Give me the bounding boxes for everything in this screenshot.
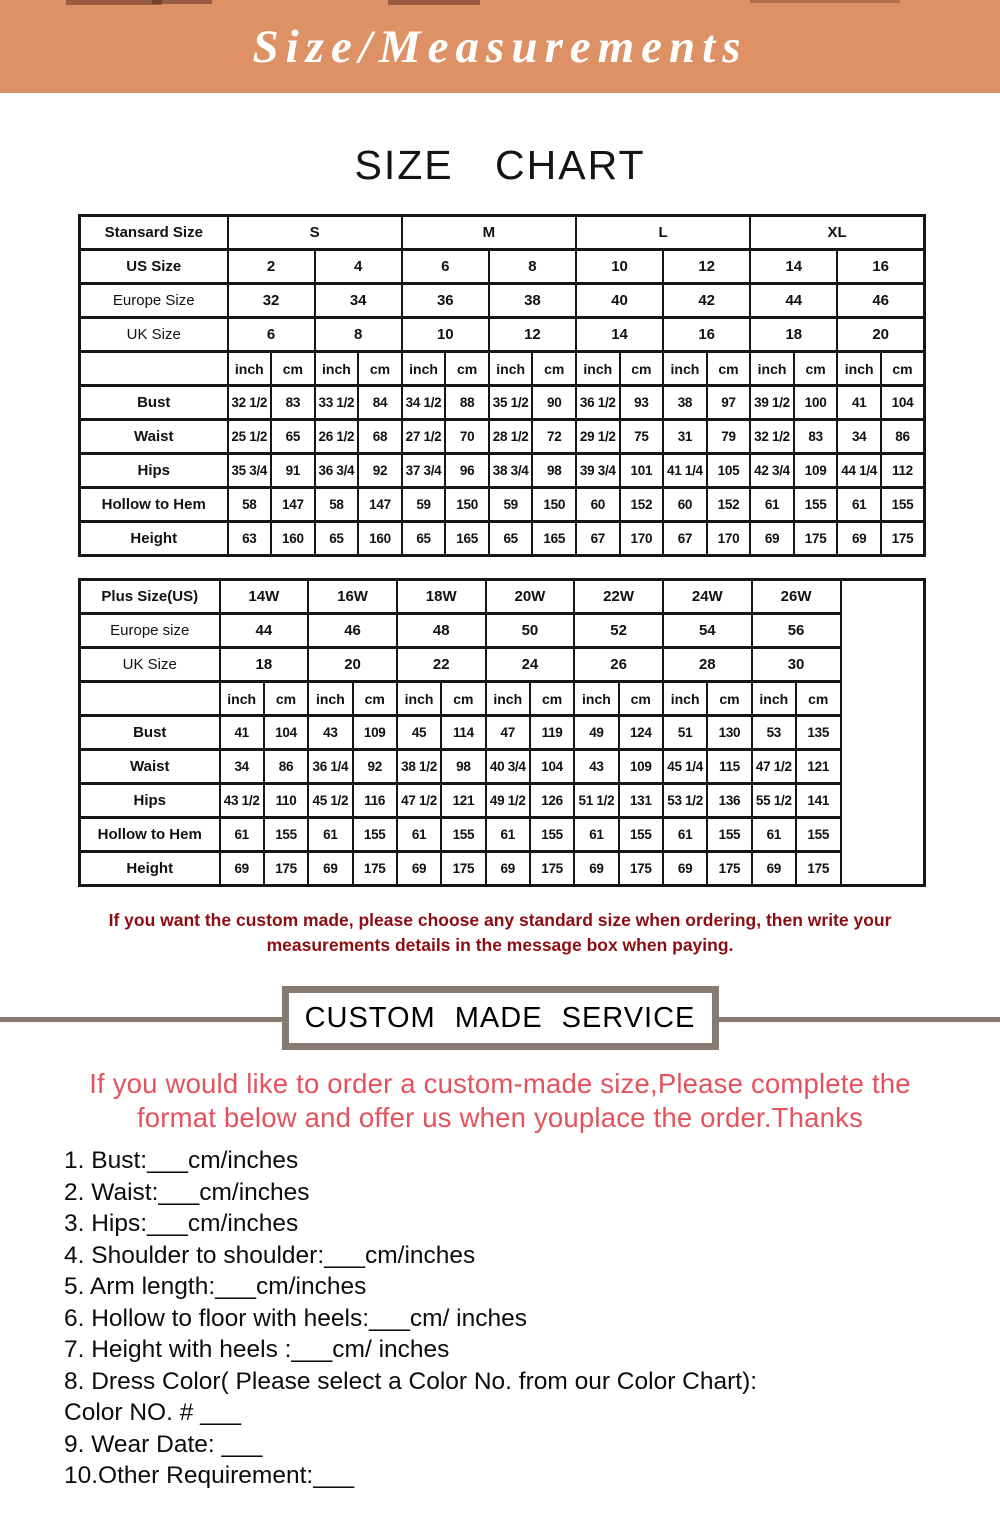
table-cell: 43 xyxy=(574,750,618,784)
table-cell: 155 xyxy=(353,818,397,852)
table-cell: 28 1/2 xyxy=(489,420,533,454)
table-cell: 53 xyxy=(752,716,796,750)
table-cell: 155 xyxy=(881,488,925,522)
table-cell: 38 3/4 xyxy=(489,454,533,488)
table-cell: 49 xyxy=(574,716,618,750)
table-cell: 131 xyxy=(619,784,663,818)
table-cell: 58 xyxy=(228,488,272,522)
custom-service-box xyxy=(282,986,719,1050)
table-cell: cm xyxy=(264,682,308,716)
table-cell: 60 xyxy=(663,488,707,522)
table-cell: 36 1/2 xyxy=(576,386,620,420)
table-cell: 67 xyxy=(576,522,620,556)
table-cell: 24 xyxy=(486,648,575,682)
table-cell: Bust xyxy=(80,716,220,750)
table-cell: Stansard Size xyxy=(80,216,228,250)
table-cell: 83 xyxy=(271,386,315,420)
table-cell: 155 xyxy=(530,818,574,852)
table-cell: 121 xyxy=(441,784,485,818)
table-cell: 65 xyxy=(315,522,359,556)
table-cell: 41 xyxy=(220,716,264,750)
table-cell: inch xyxy=(308,682,352,716)
table-cell: 18 xyxy=(750,318,837,352)
table-cell: Hips xyxy=(80,784,220,818)
standard-size-table xyxy=(78,214,1000,557)
table-cell: 12 xyxy=(489,318,576,352)
table-cell: UK Size xyxy=(80,318,228,352)
table-cell: cm xyxy=(620,352,664,386)
table-cell: Height xyxy=(80,852,220,886)
table-cell: inch xyxy=(486,682,530,716)
table-cell: 35 3/4 xyxy=(228,454,272,488)
table-cell: 130 xyxy=(707,716,751,750)
table-cell: 26 1/2 xyxy=(315,420,359,454)
table-cell: Bust xyxy=(80,386,228,420)
table-cell-empty xyxy=(80,682,220,716)
table-cell: 61 xyxy=(752,818,796,852)
form-line: 7. Height with heels :___cm/ inches xyxy=(64,1336,450,1363)
table-cell: 20W xyxy=(486,580,575,614)
table-cell: 20 xyxy=(308,648,397,682)
table-cell: inch xyxy=(663,682,707,716)
banner-title: Size/Measurements xyxy=(252,20,748,73)
table-cell: 32 1/2 xyxy=(228,386,272,420)
table-cell: inch xyxy=(220,682,264,716)
table-cell: 16W xyxy=(308,580,397,614)
table-cell: 58 xyxy=(315,488,359,522)
table-cell: 86 xyxy=(264,750,308,784)
table-cell: 33 1/2 xyxy=(315,386,359,420)
table-cell: 90 xyxy=(532,386,576,420)
table-cell: 72 xyxy=(532,420,576,454)
table-cell: 16 xyxy=(663,318,750,352)
table-cell: 152 xyxy=(620,488,664,522)
size-tables-section xyxy=(78,214,1000,887)
scan-artifact xyxy=(152,0,212,4)
table-cell: 69 xyxy=(574,852,618,886)
table-cell: 6 xyxy=(402,250,489,284)
table-cell: 30 xyxy=(752,648,841,682)
form-line: 8. Dress Color( Please select a Color No. from our Color Chart): xyxy=(64,1367,758,1395)
table-cell: 88 xyxy=(445,386,489,420)
table-cell: Hollow to Hem xyxy=(80,818,220,852)
table-cell-empty xyxy=(841,580,925,886)
table-cell: inch xyxy=(489,352,533,386)
table-cell: 98 xyxy=(441,750,485,784)
table-cell: 68 xyxy=(358,420,402,454)
table-cell: 152 xyxy=(707,488,751,522)
table-cell: 170 xyxy=(707,522,751,556)
custom-service-title: CUSTOM MADE SERVICE xyxy=(304,1001,696,1034)
table-cell: 36 1/4 xyxy=(308,750,352,784)
table-cell: 51 1/2 xyxy=(574,784,618,818)
table-cell: 119 xyxy=(530,716,574,750)
table-cell: 22 xyxy=(397,648,486,682)
table-cell: cm xyxy=(796,682,841,716)
table-cell: Waist xyxy=(80,420,228,454)
form-line: 6. Hollow to floor with heels:___cm/ inches xyxy=(64,1304,527,1332)
table-cell: 165 xyxy=(445,522,489,556)
table-cell: 16 xyxy=(837,250,924,284)
form-line: 3. Hips:___cm/inches xyxy=(64,1210,299,1237)
table-cell: 10 xyxy=(576,250,663,284)
table-cell: 48 xyxy=(397,614,486,648)
form-line: 2. Waist:___cm/inches xyxy=(64,1178,310,1206)
table-cell: 40 3/4 xyxy=(486,750,530,784)
table-cell: 10 xyxy=(402,318,489,352)
table-cell: inch xyxy=(315,352,359,386)
table-cell: 104 xyxy=(530,750,574,784)
table-cell: 61 xyxy=(574,818,618,852)
table-cell: inch xyxy=(752,682,796,716)
table-cell: 55 1/2 xyxy=(752,784,796,818)
table-cell: 34 xyxy=(220,750,264,784)
table-cell: 86 xyxy=(881,420,925,454)
table-cell: 84 xyxy=(358,386,402,420)
table-cell: cm xyxy=(441,682,485,716)
custom-made-note-line1: If you want the custom made, please choose any standard size when ordering, then write your xyxy=(108,910,892,930)
table-cell: 92 xyxy=(353,750,397,784)
table-cell: 69 xyxy=(220,852,264,886)
table-cell: 175 xyxy=(441,852,485,886)
table-cell: 8 xyxy=(315,318,402,352)
table-cell: 147 xyxy=(271,488,315,522)
table-cell: 69 xyxy=(486,852,530,886)
table-cell: Europe size xyxy=(80,614,220,648)
order-note-line2: format below and offer us when youplace the order.Thanks xyxy=(136,1102,864,1133)
table-cell: 61 xyxy=(220,818,264,852)
table-cell: 155 xyxy=(441,818,485,852)
table-cell: cm xyxy=(707,352,751,386)
table-cell: 69 xyxy=(663,852,707,886)
table-cell: 175 xyxy=(619,852,663,886)
table-cell: 32 xyxy=(228,284,315,318)
table-cell: 60 xyxy=(576,488,620,522)
custom-made-note-line2: measurements details in the message box when paying. xyxy=(266,935,734,955)
table-cell: 44 xyxy=(220,614,309,648)
table-cell-empty xyxy=(80,352,228,386)
table-cell: 116 xyxy=(353,784,397,818)
table-cell: 56 xyxy=(752,614,841,648)
table-cell: 43 xyxy=(308,716,352,750)
table-cell: 165 xyxy=(532,522,576,556)
table-cell: 46 xyxy=(308,614,397,648)
scan-artifact xyxy=(66,0,162,5)
form-line: 4. Shoulder to shoulder:___cm/inches xyxy=(64,1241,476,1269)
table-cell: 54 xyxy=(663,614,752,648)
table-cell: inch xyxy=(228,352,272,386)
table-cell: 61 xyxy=(486,818,530,852)
table-cell: 6 xyxy=(228,318,315,352)
table-cell: 59 xyxy=(402,488,446,522)
table-cell: 65 xyxy=(271,420,315,454)
table-cell: 47 1/2 xyxy=(752,750,796,784)
table-cell: 93 xyxy=(620,386,664,420)
table-cell: cm xyxy=(707,682,751,716)
table-cell: 170 xyxy=(620,522,664,556)
size-chart-title: SIZE CHART xyxy=(354,142,646,188)
table-cell: 26 xyxy=(574,648,663,682)
table-cell: Waist xyxy=(80,750,220,784)
table-cell: 114 xyxy=(441,716,485,750)
table-cell: 110 xyxy=(264,784,308,818)
table-cell: 92 xyxy=(358,454,402,488)
table-cell: 2 xyxy=(228,250,315,284)
table-cell: 38 xyxy=(489,284,576,318)
table-cell: 101 xyxy=(620,454,664,488)
table-cell: inch xyxy=(750,352,794,386)
scan-artifact xyxy=(750,0,900,3)
table-cell: 155 xyxy=(794,488,838,522)
table-cell: 50 xyxy=(486,614,575,648)
table-cell: cm xyxy=(619,682,663,716)
table-cell: 175 xyxy=(796,852,841,886)
table-cell: 31 xyxy=(663,420,707,454)
table-cell: 91 xyxy=(271,454,315,488)
table-cell: 35 1/2 xyxy=(489,386,533,420)
table-cell: 27 1/2 xyxy=(402,420,446,454)
table-cell: 44 xyxy=(750,284,837,318)
table-cell: 52 xyxy=(574,614,663,648)
table-cell: 100 xyxy=(794,386,838,420)
table-cell: 69 xyxy=(397,852,441,886)
table-cell: Europe Size xyxy=(80,284,228,318)
table-cell: inch xyxy=(837,352,881,386)
table-cell: 160 xyxy=(271,522,315,556)
table-cell: 45 1/2 xyxy=(308,784,352,818)
table-cell: 98 xyxy=(532,454,576,488)
table-cell: 45 xyxy=(397,716,441,750)
order-note-line1: If you would like to order a custom-made size,Please complete the xyxy=(89,1068,911,1099)
table-cell: cm xyxy=(881,352,925,386)
table-cell: inch xyxy=(574,682,618,716)
table-cell: 14 xyxy=(750,250,837,284)
table-cell: 18W xyxy=(397,580,486,614)
table-cell: 175 xyxy=(353,852,397,886)
table-cell: 69 xyxy=(750,522,794,556)
table-cell: 67 xyxy=(663,522,707,556)
measurement-form xyxy=(64,1145,1000,1492)
table-cell: 61 xyxy=(308,818,352,852)
table-cell: 46 xyxy=(837,284,924,318)
table-cell: 141 xyxy=(796,784,841,818)
plus-size-table xyxy=(78,578,1000,887)
table-cell: 41 1/4 xyxy=(663,454,707,488)
table-cell: 42 xyxy=(663,284,750,318)
table-cell: 75 xyxy=(620,420,664,454)
table-cell: 14W xyxy=(220,580,309,614)
table-cell: US Size xyxy=(80,250,228,284)
table-cell: 59 xyxy=(489,488,533,522)
table-cell: S xyxy=(228,216,402,250)
custom-made-note xyxy=(0,908,1000,958)
table-cell: 53 1/2 xyxy=(663,784,707,818)
table-cell: 104 xyxy=(881,386,925,420)
form-line: 9. Wear Date: ___ xyxy=(64,1430,263,1458)
table-cell: 121 xyxy=(796,750,841,784)
table-cell: 109 xyxy=(353,716,397,750)
table-cell: 61 xyxy=(837,488,881,522)
table-cell: 34 xyxy=(837,420,881,454)
table-cell: 69 xyxy=(308,852,352,886)
table-cell: 155 xyxy=(264,818,308,852)
table-cell: cm xyxy=(445,352,489,386)
table-cell: 175 xyxy=(881,522,925,556)
table-cell: 70 xyxy=(445,420,489,454)
table-cell: 34 1/2 xyxy=(402,386,446,420)
table-cell: cm xyxy=(271,352,315,386)
table-cell: 147 xyxy=(358,488,402,522)
table-cell: cm xyxy=(794,352,838,386)
table-cell: 175 xyxy=(530,852,574,886)
table-cell: 18 xyxy=(220,648,309,682)
table-cell: 61 xyxy=(663,818,707,852)
table-cell: inch xyxy=(397,682,441,716)
table-cell: 61 xyxy=(397,818,441,852)
table-cell: 44 1/4 xyxy=(837,454,881,488)
table-cell: 136 xyxy=(707,784,751,818)
table-cell: Plus Size(US) xyxy=(80,580,220,614)
table-cell: L xyxy=(576,216,750,250)
header-banner xyxy=(0,0,1000,93)
table-cell: 41 xyxy=(837,386,881,420)
table-cell: 51 xyxy=(663,716,707,750)
table-cell: 109 xyxy=(619,750,663,784)
scan-artifact xyxy=(388,0,480,5)
plus-size-table-grid xyxy=(78,578,926,887)
table-cell: 12 xyxy=(663,250,750,284)
table-cell: 109 xyxy=(794,454,838,488)
table-cell: 20 xyxy=(837,318,924,352)
table-cell: 43 1/2 xyxy=(220,784,264,818)
table-cell: 39 3/4 xyxy=(576,454,620,488)
form-line: 1. Bust:___cm/inches xyxy=(64,1147,299,1174)
table-cell: 124 xyxy=(619,716,663,750)
table-cell: 175 xyxy=(707,852,751,886)
table-cell: inch xyxy=(402,352,446,386)
table-cell: 47 1/2 xyxy=(397,784,441,818)
table-cell: cm xyxy=(532,352,576,386)
table-cell: 104 xyxy=(264,716,308,750)
table-cell: cm xyxy=(530,682,574,716)
table-cell: 34 xyxy=(315,284,402,318)
table-cell: 38 1/2 xyxy=(397,750,441,784)
table-cell: 40 xyxy=(576,284,663,318)
table-cell: 112 xyxy=(881,454,925,488)
table-cell: 96 xyxy=(445,454,489,488)
table-cell: 28 xyxy=(663,648,752,682)
table-cell: 69 xyxy=(837,522,881,556)
table-cell: 150 xyxy=(532,488,576,522)
table-cell: 69 xyxy=(752,852,796,886)
table-cell: 38 xyxy=(663,386,707,420)
table-cell: 32 1/2 xyxy=(750,420,794,454)
table-cell: 37 3/4 xyxy=(402,454,446,488)
table-cell: 160 xyxy=(358,522,402,556)
table-cell: 36 3/4 xyxy=(315,454,359,488)
table-cell: M xyxy=(402,216,576,250)
table-cell: 39 1/2 xyxy=(750,386,794,420)
table-cell: 47 xyxy=(486,716,530,750)
table-cell: inch xyxy=(663,352,707,386)
table-cell: inch xyxy=(576,352,620,386)
table-cell: 25 1/2 xyxy=(228,420,272,454)
table-cell: 36 xyxy=(402,284,489,318)
table-cell: XL xyxy=(750,216,924,250)
table-cell: Hollow to Hem xyxy=(80,488,228,522)
form-line: Color NO. # ___ xyxy=(64,1399,242,1426)
order-note xyxy=(0,1067,1000,1135)
table-cell: 155 xyxy=(619,818,663,852)
table-cell: 65 xyxy=(489,522,533,556)
table-cell: 42 3/4 xyxy=(750,454,794,488)
table-cell: 65 xyxy=(402,522,446,556)
table-cell: 135 xyxy=(796,716,841,750)
table-cell: 79 xyxy=(707,420,751,454)
table-cell: 97 xyxy=(707,386,751,420)
table-cell: 14 xyxy=(576,318,663,352)
table-cell: 24W xyxy=(663,580,752,614)
table-cell: 155 xyxy=(796,818,841,852)
custom-service-divider xyxy=(0,986,1000,1054)
table-cell: 49 1/2 xyxy=(486,784,530,818)
table-cell: 126 xyxy=(530,784,574,818)
table-cell: cm xyxy=(353,682,397,716)
table-cell: 29 1/2 xyxy=(576,420,620,454)
table-cell: 45 1/4 xyxy=(663,750,707,784)
form-line: 10.Other Requirement:___ xyxy=(64,1462,355,1489)
table-cell: 175 xyxy=(264,852,308,886)
table-cell: 61 xyxy=(750,488,794,522)
table-cell: 4 xyxy=(315,250,402,284)
table-cell: 8 xyxy=(489,250,576,284)
table-cell: 26W xyxy=(752,580,841,614)
table-cell: 105 xyxy=(707,454,751,488)
table-cell: UK Size xyxy=(80,648,220,682)
table-cell: Hips xyxy=(80,454,228,488)
table-cell: 63 xyxy=(228,522,272,556)
table-cell: Height xyxy=(80,522,228,556)
table-cell: 175 xyxy=(794,522,838,556)
table-cell: 22W xyxy=(574,580,663,614)
table-cell: cm xyxy=(358,352,402,386)
table-cell: 150 xyxy=(445,488,489,522)
form-line: 5. Arm length:___cm/inches xyxy=(64,1273,367,1300)
table-cell: 83 xyxy=(794,420,838,454)
standard-size-table-grid xyxy=(78,214,926,557)
table-cell: 115 xyxy=(707,750,751,784)
table-cell: 155 xyxy=(707,818,751,852)
